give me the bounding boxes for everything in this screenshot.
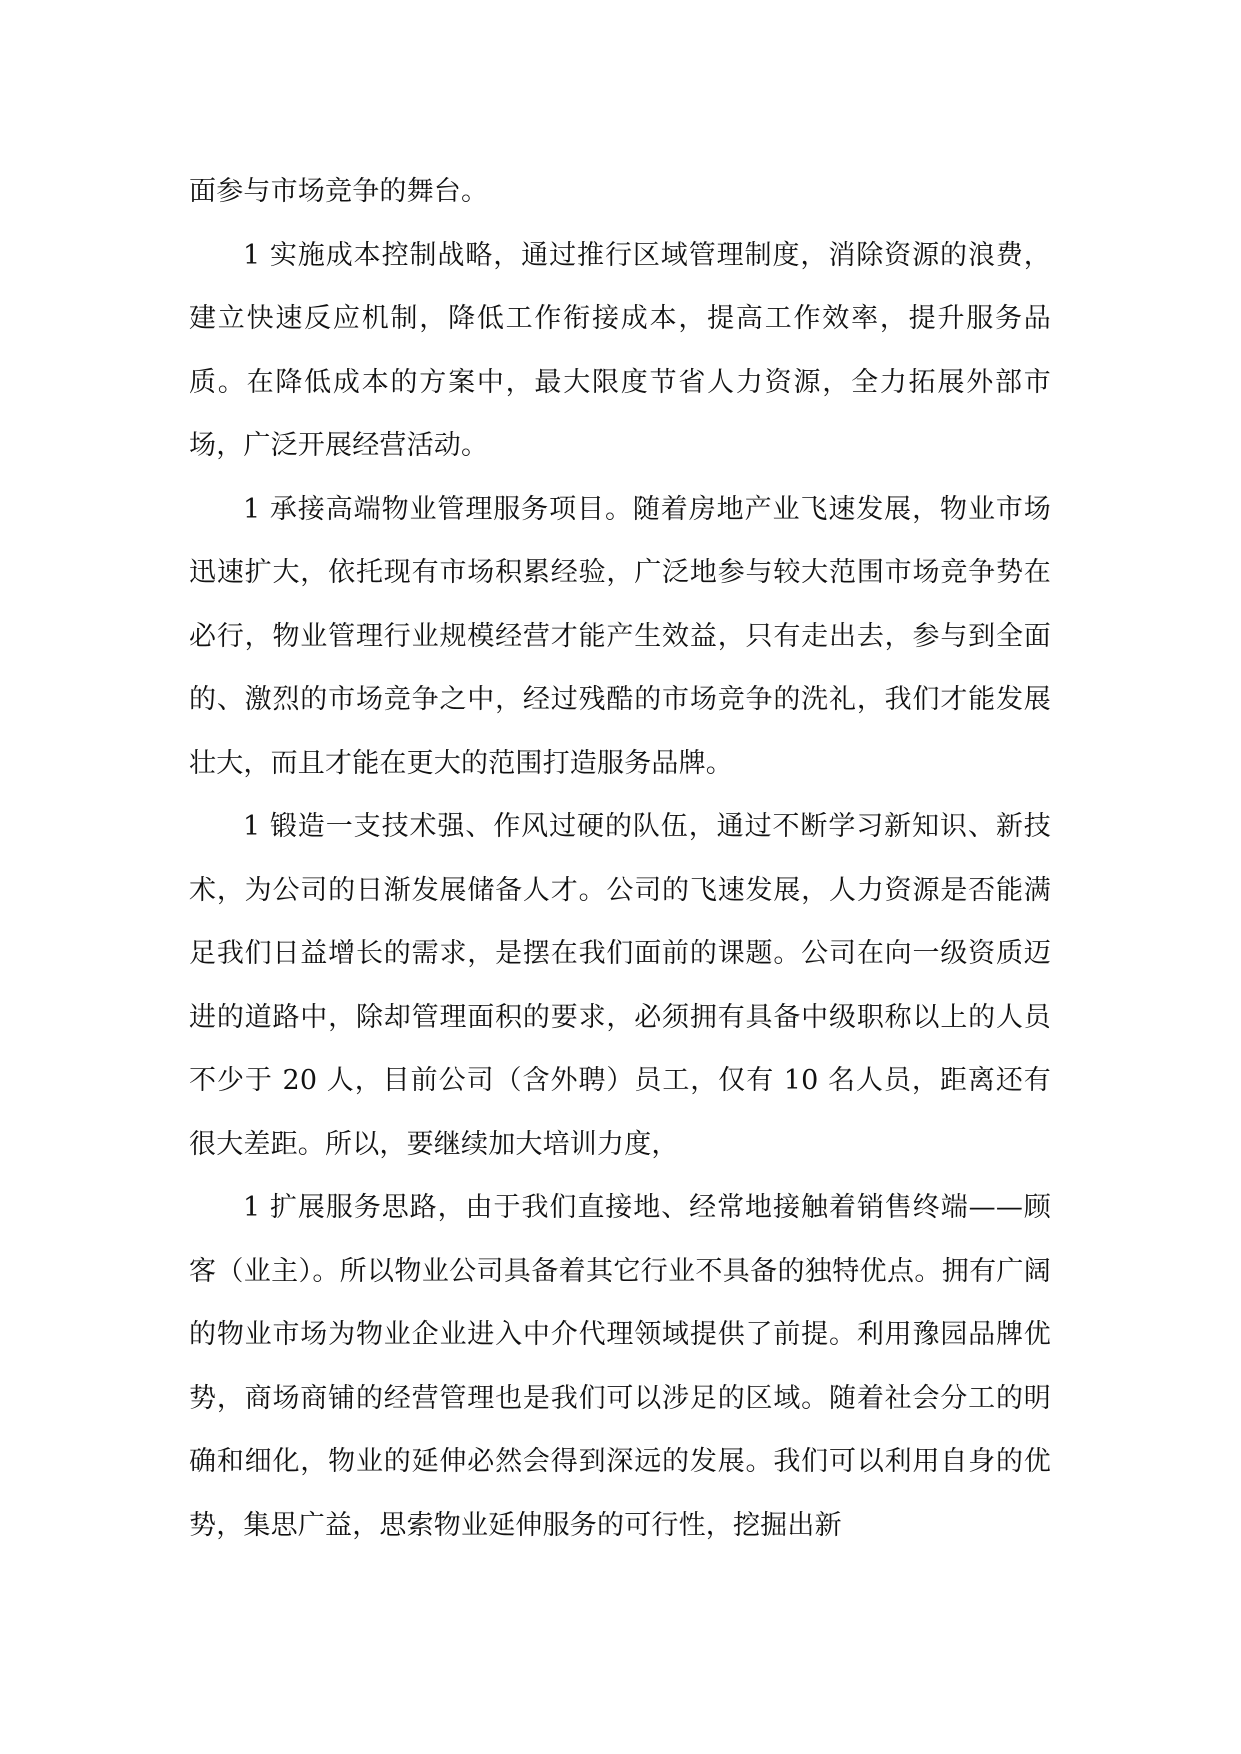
paragraph-service-expansion: 1 扩展服务思路，由于我们直接地、经常地接触着销售终端——顾客（业主）。所以物业公司具备着其它行业不具备的独特优点。拥有广阔的物业市场为物业企业进入中介代理领域提供了前提。利用豫园品牌优势，商场商铺的经营管理也是我们可以涉足的区域。随着社会分工的明确和细化，物业的延伸必然会得到深远的发展。我们可以利用自身的优势，集思广益，思索物业延伸服务的可行性，挖掘出新 — [189, 1192, 1051, 1541]
paragraph-high-end-projects: 1 承接高端物业管理服务项目。随着房地产业飞速发展，物业市场迅速扩大，依托现有市场积累经验，广泛地参与较大范围市场竞争势在必行，物业管理行业规模经营才能产生效益，只有走出去，参与到全面的、激烈的市场竞争之中，经过残酷的市场竞争的洗礼，我们才能发展壮大，而且才能在更大的范围打造服务品牌。 — [189, 493, 1051, 779]
body-text — [189, 160, 1051, 1557]
paragraph-continuation: 面参与市场竞争的舞台。 — [189, 176, 489, 207]
paragraph-cost-control: 1 实施成本控制战略，通过推行区域管理制度，消除资源的浪费，建立快速反应机制，降低工作衔接成本，提高工作效率，提升服务品质。在降低成本的方案中，最大限度节省人力资源，全力拓展外部市场，广泛开展经营活动。 — [189, 239, 1051, 461]
paragraph-team-building: 1 锻造一支技术强、作风过硬的队伍，通过不断学习新知识、新技术，为公司的日渐发展储备人才。公司的飞速发展，人力资源是否能满足我们日益增长的需求，是摆在我们面前的课题。公司在向一级资质迈进的道路中，除却管理面积的要求，必须拥有具备中级职称以上的人员不少于 20 人，目前公司（含外聘）员工，仅有 10 名人员，距离还有很大差距。所以，要继续加大培训力度， — [189, 811, 1051, 1160]
